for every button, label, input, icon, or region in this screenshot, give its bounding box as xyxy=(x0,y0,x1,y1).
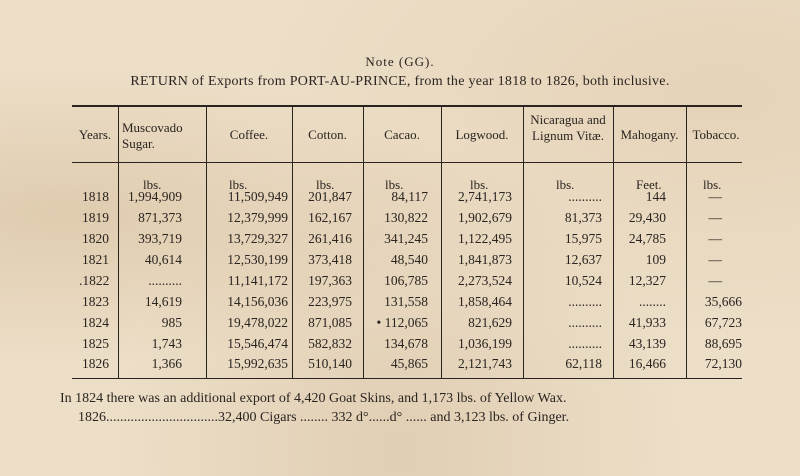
cell-nicaragua: 81,373 xyxy=(564,210,602,225)
table-row xyxy=(0,356,800,376)
cell-cacao: 84,117 xyxy=(391,189,428,204)
cell-nicaragua: 15,975 xyxy=(564,231,602,246)
table-row xyxy=(0,252,800,272)
cell-sugar: 1,743 xyxy=(151,336,182,351)
header-cacao: Cacao. xyxy=(384,127,420,142)
cell-sugar: 14,619 xyxy=(144,294,182,309)
cell-tobacco: 35,666 xyxy=(704,294,742,309)
cell-cacao: 341,245 xyxy=(384,231,428,246)
cell-nicaragua: .......... xyxy=(568,294,602,309)
cell-year: 1820 xyxy=(82,231,109,246)
cell-nicaragua: 12,637 xyxy=(564,252,602,267)
table-row xyxy=(0,189,800,209)
unit-tobacco: lbs. xyxy=(703,177,722,192)
cell-nicaragua: .......... xyxy=(568,189,602,204)
cell-year: 1824 xyxy=(82,315,109,330)
table-top-rule xyxy=(72,105,742,107)
cell-coffee: 14,156,036 xyxy=(227,294,288,309)
cell-year: 1825 xyxy=(82,336,109,351)
cell-year: .1822 xyxy=(79,273,110,288)
cell-coffee: 12,530,199 xyxy=(227,252,288,267)
table-caption: RETURN of Exports from PORT-AU-PRINCE, from the year 1818 to 1826, both inclusive. xyxy=(130,74,670,89)
cell-tobacco: — xyxy=(708,231,722,246)
cell-cotton: 223,975 xyxy=(308,294,352,309)
header-logwood: Logwood. xyxy=(455,127,509,142)
cell-tobacco: — xyxy=(708,252,722,267)
cell-cacao: 106,785 xyxy=(384,273,428,288)
footnote-1824: In 1824 there was an additional export of 4,420 Goat Skins, and 1,173 lbs. of Yellow Wax. xyxy=(60,391,567,406)
cell-cotton: 510,140 xyxy=(308,356,352,371)
table-row xyxy=(0,336,800,356)
cell-year: 1826 xyxy=(82,356,109,371)
cell-year: 1821 xyxy=(82,252,109,267)
unit-cacao: lbs. xyxy=(385,177,404,192)
cell-logwood: 1,122,495 xyxy=(458,231,512,246)
header-cotton: Cotton. xyxy=(308,127,347,142)
cell-mahogany: 41,933 xyxy=(628,315,666,330)
cell-cacao: 134,678 xyxy=(384,336,428,351)
cell-nicaragua: .......... xyxy=(568,336,602,351)
unit-cotton: lbs. xyxy=(316,177,335,192)
cell-year: 1823 xyxy=(82,294,109,309)
cell-year: 1819 xyxy=(82,210,109,225)
note-title: Note (GG). xyxy=(365,54,435,69)
cell-sugar: .......... xyxy=(148,273,182,288)
cell-logwood: 1,902,679 xyxy=(458,210,512,225)
cell-sugar: 1,366 xyxy=(151,356,182,371)
cell-cotton: 373,418 xyxy=(308,252,352,267)
cell-cotton: 201,847 xyxy=(308,189,352,204)
cell-tobacco: — xyxy=(708,210,722,225)
cell-logwood: 2,121,743 xyxy=(458,356,512,371)
table-row xyxy=(0,315,800,335)
cell-mahogany: 109 xyxy=(645,252,666,267)
cell-cotton: 197,363 xyxy=(308,273,352,288)
cell-sugar: 40,614 xyxy=(144,252,182,267)
cell-cotton: 261,416 xyxy=(308,231,352,246)
cell-cacao: 131,558 xyxy=(384,294,428,309)
cell-logwood: 1,841,873 xyxy=(458,252,512,267)
cell-mahogany: 16,466 xyxy=(628,356,666,371)
cell-coffee: 13,729,327 xyxy=(227,231,288,246)
table-row xyxy=(0,231,800,251)
cell-cotton: 162,167 xyxy=(308,210,352,225)
cell-coffee: 15,992,635 xyxy=(227,356,288,371)
cell-nicaragua: 10,524 xyxy=(564,273,602,288)
header-bottom-rule xyxy=(72,162,742,163)
header-muscovado-sugar: Muscovado Sugar. xyxy=(122,120,183,151)
cell-mahogany: 29,430 xyxy=(628,210,666,225)
table-row xyxy=(0,210,800,230)
cell-tobacco: — xyxy=(708,273,722,288)
cell-coffee: 11,509,949 xyxy=(227,189,288,204)
cell-nicaragua: 62,118 xyxy=(565,356,602,371)
cell-coffee: 19,478,022 xyxy=(227,315,288,330)
cell-logwood: 1,036,199 xyxy=(458,336,512,351)
cell-logwood: 1,858,464 xyxy=(458,294,512,309)
cell-coffee: 11,141,172 xyxy=(227,273,288,288)
cell-tobacco: 88,695 xyxy=(704,336,742,351)
cell-sugar: 1,994,909 xyxy=(128,189,182,204)
cell-mahogany: 43,139 xyxy=(628,336,666,351)
cell-cotton: 582,832 xyxy=(308,336,352,351)
cell-cotton: 871,085 xyxy=(308,315,352,330)
cell-sugar: 985 xyxy=(161,315,182,330)
header-nicaragua-lignum-vitae: Nicaragua and Lignum Vitæ. xyxy=(530,112,606,143)
cell-cacao: 130,822 xyxy=(384,210,428,225)
table-bottom-rule xyxy=(72,378,742,379)
cell-tobacco: 72,130 xyxy=(704,356,742,371)
cell-mahogany: ........ xyxy=(639,294,666,309)
cell-cacao: 45,865 xyxy=(390,356,428,371)
table-row xyxy=(0,294,800,314)
header-coffee: Coffee. xyxy=(229,127,269,142)
header-tobacco: Tobacco. xyxy=(692,127,740,142)
unit-nicaragua: lbs. xyxy=(556,177,575,192)
cell-sugar: 871,373 xyxy=(138,210,182,225)
cell-sugar: 393,719 xyxy=(138,231,182,246)
cell-mahogany: 24,785 xyxy=(628,231,666,246)
table-row xyxy=(0,273,800,293)
cell-logwood: 2,273,524 xyxy=(458,273,512,288)
unit-logwood: lbs. xyxy=(470,177,489,192)
cell-mahogany: 12,327 xyxy=(628,273,666,288)
header-mahogany: Mahogany. xyxy=(620,127,679,142)
cell-cacao: 48,540 xyxy=(390,252,428,267)
cell-cacao: • 112,065 xyxy=(376,315,428,330)
unit-mahogany: Feet. xyxy=(636,177,662,192)
cell-coffee: 12,379,999 xyxy=(227,210,288,225)
cell-logwood: 821,629 xyxy=(468,315,512,330)
header-years: Years. xyxy=(78,127,112,142)
cell-mahogany: 144 xyxy=(645,189,666,204)
cell-nicaragua: .......... xyxy=(568,315,602,330)
cell-year: 1818 xyxy=(82,189,109,204)
footnote-1826: 1826................................32,400 Cigars ........ 332 d°......d° ...... and 3,123 lbs. of Ginger. xyxy=(78,410,570,425)
cell-tobacco: — xyxy=(708,189,722,204)
cell-tobacco: 67,723 xyxy=(704,315,742,330)
unit-sugar: lbs. xyxy=(143,177,162,192)
cell-logwood: 2,741,173 xyxy=(458,189,512,204)
cell-coffee: 15,546,474 xyxy=(227,336,288,351)
unit-coffee: lbs. xyxy=(229,177,248,192)
